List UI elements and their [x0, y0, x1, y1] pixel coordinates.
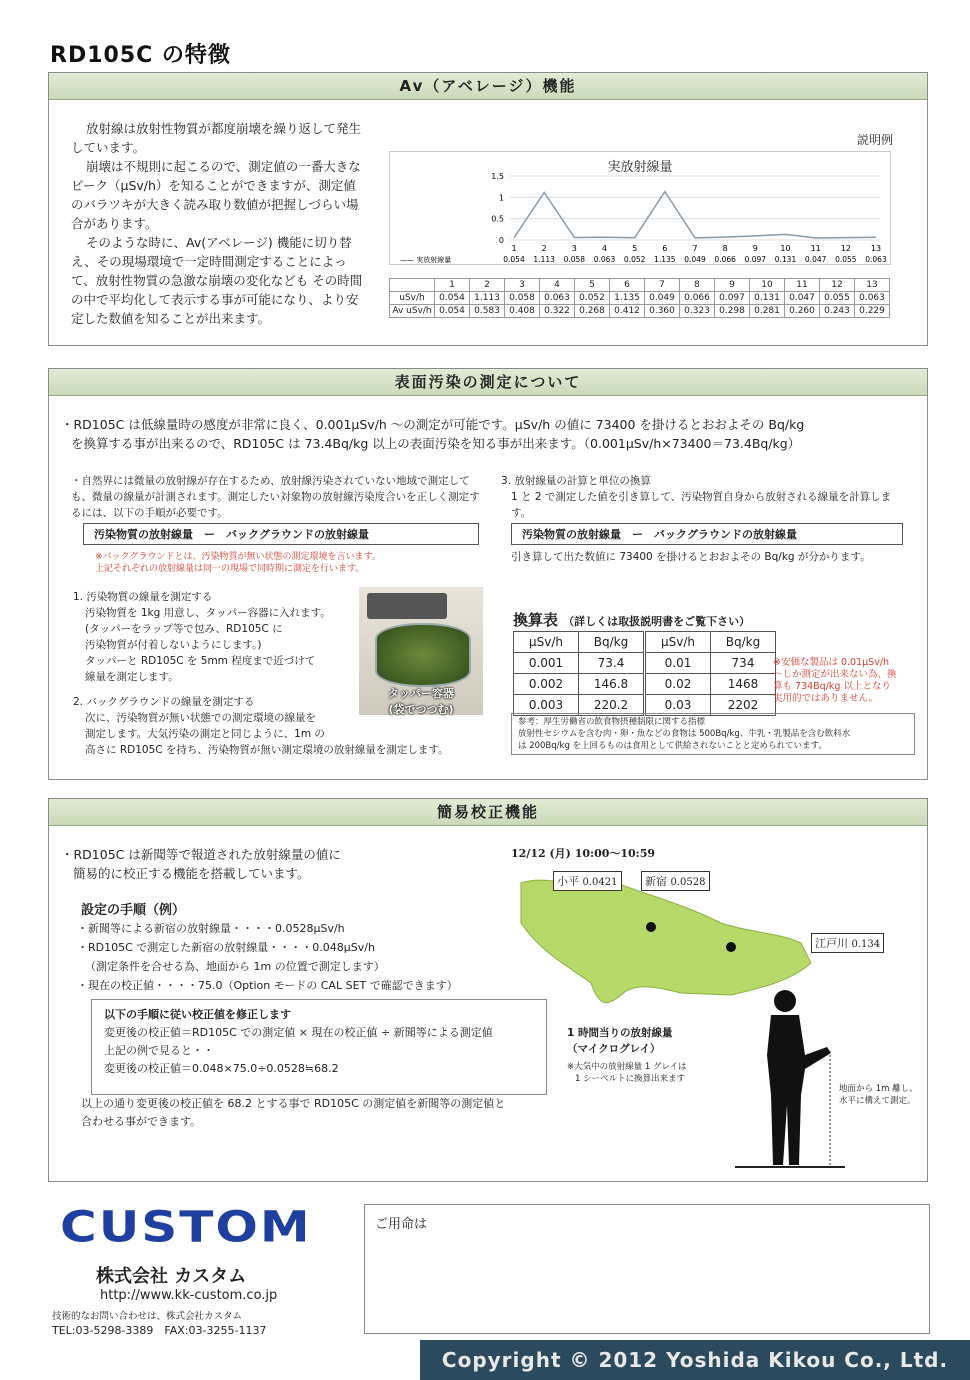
table-cell: 0.01 [646, 653, 711, 674]
table-cell: 0.058 [505, 292, 540, 305]
step2-body [85, 710, 505, 758]
step: （測定条件を合せる為、地面から 1m の位置で測定します） [85, 960, 385, 973]
inquiry-label: ご用命は [375, 1217, 428, 1232]
x-tick-label: 3 [571, 244, 577, 253]
table-cell: 5 [575, 279, 610, 292]
line: 高さに RD105C を持ち、汚染物質が無い測定環境の放射線量を測定します。 [85, 744, 449, 756]
table-cell: 12 [820, 279, 855, 292]
intro-line: を換算する事が出来るので、RD105C は 73.4Bq/kg 以上の表面汚染を知る事が出来ます。（0.001μSv/h×73400＝73.4Bq/kg） [71, 436, 801, 451]
data-label: 0.052 [623, 255, 646, 264]
table-header-row [390, 279, 890, 292]
label-name: 小平 [557, 875, 579, 888]
section-simple-calibration [48, 798, 928, 1182]
x-tick-label: 11 [810, 244, 821, 253]
data-label: 0.066 [714, 255, 736, 264]
note: 上記それぞれの放射線量は同一の現場で同時期に測定を行います。 [95, 564, 365, 574]
line: 算も 734Bq/kg 以上となり [773, 681, 891, 692]
formula-box: 汚染物質の放射線量 ー バックグラウンドの放射線量 [511, 523, 903, 545]
line: 以上の通り変更後の校正値を 68.2 とする事で RD105C の測定値を新聞等の測定値と [81, 1097, 506, 1110]
step3-text: 1 と 2 で測定した値を引き算して、汚染物質自身から放射される線量を計算します。 [511, 491, 892, 519]
map-date: 12/12 (月) 10:00〜10:59 [511, 847, 656, 860]
table-cell: 0.281 [750, 305, 785, 318]
table-cell: 0.412 [610, 305, 645, 318]
step1-title: 1. 汚染物質の線量を測定する [73, 591, 213, 603]
data-label: 0.058 [563, 255, 586, 264]
table-cell: 0.049 [645, 292, 680, 305]
table-cell: μSv/h [646, 632, 711, 653]
data-label: 0.131 [774, 255, 797, 264]
table-cell: 8 [680, 279, 715, 292]
table-cell: Bq/kg [711, 632, 776, 653]
table-cell: 0.001 [514, 653, 579, 674]
table-cell: 10 [750, 279, 785, 292]
calibration-intro [61, 845, 341, 883]
table-cell: 7 [645, 279, 680, 292]
table-cell: 3 [505, 279, 540, 292]
y-tick-label: 0.5 [491, 214, 504, 224]
table-cell: 13 [855, 279, 890, 292]
table-cell: 0.003 [514, 695, 579, 716]
line: 変更後の校正値＝0.048×75.0÷0.0528≒68.2 [104, 1062, 339, 1075]
data-label: 0.049 [684, 255, 706, 264]
data-label: 0.063 [865, 255, 887, 264]
line: ・RD105C は新聞等で報道された放射線量の値に [61, 847, 341, 862]
data-label: 1.135 [654, 255, 676, 264]
table-row [390, 292, 890, 305]
line: 変更後の校正値＝RD105C での測定値 × 現在の校正値 ÷ 新聞等による測定値 [104, 1026, 493, 1039]
table-cell: 1468 [711, 674, 776, 695]
formula-box: 汚染物質の放射線量 ー バックグラウンドの放射線量 [83, 523, 479, 545]
line: は 200Bq/kg を上回るものは食用として供給されないことと定められています。 [518, 741, 827, 751]
table-cell: 0.298 [715, 305, 750, 318]
chart-box [389, 151, 891, 265]
box-title: 以下の手順に従い校正値を修正します [104, 1008, 291, 1021]
caption-line: (袋でつつむ) [388, 703, 454, 716]
table-cell: uSv/h [390, 292, 435, 305]
calibration-outro [81, 1095, 505, 1131]
line: 1 シーベルトに換算出来ます [575, 1074, 686, 1084]
example-label: 説明例 [857, 133, 894, 147]
table-cell: 0.243 [820, 305, 855, 318]
table-cell: 0.229 [855, 305, 890, 318]
table-cell: 0.063 [855, 292, 890, 305]
chart-title: 実放射線量 [607, 160, 673, 175]
contact-note: 技術的なお問い合わせは、株式会社カスタム [52, 1311, 243, 1322]
paragraph: そのような時に、Av(アベレージ) 機能に切り替え、その現場環境で一定時間測定することによって、放射性物質の急激な崩壊の変化なども その時間の中で平均化して表示する事が可能になり、より安定した数値を知ることが出来ます。 [71, 235, 363, 326]
line: 参考：厚生労働省の飲食物摂種制限に関する指標 [518, 717, 706, 727]
table-row [646, 653, 776, 674]
y-tick-label: 1 [498, 193, 504, 203]
x-tick-label: 8 [722, 244, 728, 253]
table-cell: 734 [711, 653, 776, 674]
y-tick-label: 1.5 [491, 172, 504, 181]
inquiry-box [364, 1204, 930, 1334]
paragraph: 崩壊は不規則に起こるので、測定値の一番大きなピーク（μSv/h）を知ることができますが、測定値のバラツキが大きく読み取り数値が把握しづらい場合があります。 [71, 159, 361, 231]
copyright-banner: Copyright © 2012 Yoshida Kikou Co., Ltd. [420, 1340, 970, 1380]
table-cell: 0.323 [680, 305, 715, 318]
steps-title: 設定の手順（例） [81, 903, 186, 918]
line: 水平に構えて測定。 [839, 1096, 916, 1106]
line: 放射性セシウムを含む肉・卵・魚などの食物は 500Bq/kg、牛乳・乳製品を含む飲料水 [518, 729, 851, 739]
line-chart [390, 152, 890, 264]
label-name: 江戸川 [815, 937, 848, 950]
table-cell: 2202 [711, 695, 776, 716]
line: 次に、汚染物質が無い状態での測定環境の線量を [85, 712, 316, 724]
x-tick-label: 13 [870, 244, 882, 253]
section-surface-contamination [48, 368, 928, 780]
data-label: 0.063 [593, 255, 616, 264]
table-cell: 0.054 [435, 292, 470, 305]
line: 汚染物質が付着しないようにします。) [85, 639, 262, 651]
line: ※安価な製品は 0.01μSv/h [773, 657, 890, 668]
x-tick-label: 2 [541, 244, 547, 253]
line: 線量を測定します。 [85, 671, 179, 683]
table-cell: 0.097 [715, 292, 750, 305]
step3-result: 引き算して出た数値に 73400 を掛けるとおおよその Bq/kg が分かります。 [511, 551, 871, 563]
line: タッパーと RD105C を 5mm 程度まで近づけて [85, 655, 316, 667]
map-label-edogawa [811, 933, 884, 953]
line: 汚染物質を 1kg 用意し、タッパー容器に入れます。 [85, 607, 331, 619]
map-label-shinjuku [641, 871, 710, 891]
label-name: 新宿 [645, 875, 667, 888]
section-heading: 簡易校正機能 [49, 799, 927, 826]
x-tick-label: 6 [662, 244, 668, 253]
line: 〜しか測定が出来ない為、換 [773, 669, 897, 680]
data-table [389, 278, 890, 318]
x-tick-label: 10 [780, 244, 791, 253]
height-arrow-icon [825, 1049, 835, 1169]
table-cell: 73.4 [579, 653, 644, 674]
marker-shinjuku [726, 942, 736, 952]
container-illustration [375, 623, 471, 687]
contact-phone: TEL:03-5298-3389 FAX:03-3255-1137 [52, 1324, 267, 1337]
x-tick-label: 12 [840, 244, 851, 253]
table-row [646, 674, 776, 695]
line: 合わせる事ができます。 [81, 1115, 202, 1128]
table-cell: 146.8 [579, 674, 644, 695]
table-cell: 0.054 [435, 305, 470, 318]
table-header-row [646, 632, 776, 653]
table-cell: 0.408 [505, 305, 540, 318]
conversion-table-2 [645, 631, 776, 716]
step: ・新聞等による新宿の放射線量・・・・0.0528μSv/h [77, 922, 345, 935]
map-label-kodaira [553, 871, 622, 891]
intro-line: ・RD105C は低線量時の感度が非常に良く、0.001μSv/h 〜の測定が可能です。μSv/h の値に 73400 を掛けるとおおよその Bq/kg [61, 417, 805, 432]
paragraph: 放射線は放射性物質が都度崩壊を繰り返して発生しています。 [71, 121, 362, 155]
line: 実用的ではありません。 [773, 693, 879, 704]
av-description [71, 119, 367, 328]
section-heading: 表面汚染の測定について [49, 369, 927, 396]
company-url[interactable]: http://www.kk-custom.co.jp [100, 1288, 278, 1303]
dosimeter-illustration [367, 593, 447, 619]
table-cell: 2 [470, 279, 505, 292]
x-tick-label: 7 [692, 244, 698, 253]
conv-title: 換算表 [513, 611, 559, 629]
marker-kodaira [646, 922, 656, 932]
line: 地面から 1m 離し、 [839, 1084, 918, 1094]
x-tick-label: 5 [632, 244, 638, 253]
table-cell: 0.055 [820, 292, 855, 305]
person-note [839, 1083, 918, 1107]
conversion-table-1 [513, 631, 644, 716]
table-cell: 0.322 [540, 305, 575, 318]
conv-subtitle: （詳しくは取扱説明書をご覧下さい） [563, 615, 751, 628]
table-cell: 0.360 [645, 305, 680, 318]
reference-box [511, 713, 915, 755]
table-cell: 0.047 [785, 292, 820, 305]
line: 測定します。大気汚染の測定と同じように、1m の [85, 728, 325, 740]
label-value: 0.0421 [582, 877, 618, 888]
series-line [514, 192, 876, 238]
table-cell: Av uSv/h [390, 305, 435, 318]
table-cell: 0.583 [470, 305, 505, 318]
data-label: 0.055 [835, 255, 857, 264]
section-av-function [48, 72, 928, 346]
note: ※バックグラウンドとは、汚染物質が無い状態の測定環境を言います。 [95, 552, 381, 562]
table-header-row [514, 632, 644, 653]
step1-body [85, 605, 375, 685]
table-cell: 1.135 [610, 292, 645, 305]
conversion-title [513, 609, 750, 630]
line: (タッパーをラップ等で包み、RD105C に [85, 623, 283, 635]
table-row [514, 653, 644, 674]
table-row [514, 674, 644, 695]
custom-logo: CUSTOM [60, 1202, 312, 1252]
data-label: 1.113 [533, 255, 555, 264]
data-label: 0.054 [503, 255, 525, 264]
conversion-note [773, 657, 897, 705]
page-title: RD105C の特徴 [50, 43, 231, 68]
table-cell [390, 279, 435, 292]
label-value: 0.0528 [670, 877, 706, 888]
section-heading: Av（アベレージ）機能 [49, 73, 927, 100]
label-value: 0.134 [851, 939, 881, 950]
x-tick-label: 9 [752, 244, 758, 253]
map-note [567, 1061, 687, 1085]
step: ・現在の校正値・・・・75.0（Option モードの CAL SET で確認できます） [77, 979, 458, 992]
table-cell: 0.03 [646, 695, 711, 716]
step2-title: 2. バックグラウンドの線量を測定する [73, 696, 255, 708]
line: 上記の例で見ると・・ [104, 1044, 214, 1057]
line: 簡易的に校正する機能を搭載しています。 [73, 866, 310, 881]
data-label: 0.047 [804, 255, 827, 264]
caption-line: 1 時間当りの放射線量 [567, 1027, 673, 1039]
x-tick-label: 1 [511, 244, 517, 253]
table-cell: 0.260 [785, 305, 820, 318]
steps-list [77, 919, 458, 995]
step: ・RD105C で測定した新宿の放射線量・・・・0.048μSv/h [77, 941, 375, 954]
data-label: 0.097 [744, 255, 767, 264]
table-row [390, 305, 890, 318]
company-name: 株式会社 カスタム [96, 1266, 247, 1287]
table-cell: 4 [540, 279, 575, 292]
table-cell: 11 [785, 279, 820, 292]
container-photo [359, 587, 483, 715]
table-cell: 0.02 [646, 674, 711, 695]
table-cell: 1 [435, 279, 470, 292]
x-tick-label: 4 [601, 244, 608, 253]
step3-title: 3. 放射線量の計算と単位の換算 [501, 475, 651, 487]
legend-entry: —— 実放射線量 [400, 256, 452, 264]
table-cell: Bq/kg [579, 632, 644, 653]
table-cell: 6 [610, 279, 645, 292]
table-cell: 9 [715, 279, 750, 292]
caption-line: タッパー容器 [388, 687, 454, 700]
table-cell: 220.2 [579, 695, 644, 716]
table-cell: 0.063 [540, 292, 575, 305]
map-caption [567, 1025, 672, 1057]
table-cell: 0.052 [575, 292, 610, 305]
table-cell: μSv/h [514, 632, 579, 653]
table-cell: 0.002 [514, 674, 579, 695]
table-cell: 0.131 [750, 292, 785, 305]
y-tick-label: 0 [498, 236, 504, 245]
line: ※大気中の放射線量 1 グレイは [567, 1062, 687, 1072]
left-paragraph: ・自然界には微量の放射線が存在するため、放射線汚染されていない地域で測定しても、微量の線量が計測されます。測定したい対象物の放射線汚染度合いを正しく測定するには、以下の手順が必要です。 [71, 475, 480, 519]
caption-line: （マイクログレイ） [567, 1043, 661, 1055]
table-cell: 1.113 [470, 292, 505, 305]
table-cell: 0.268 [575, 305, 610, 318]
table-cell: 0.066 [680, 292, 715, 305]
procedure-box [91, 999, 547, 1095]
